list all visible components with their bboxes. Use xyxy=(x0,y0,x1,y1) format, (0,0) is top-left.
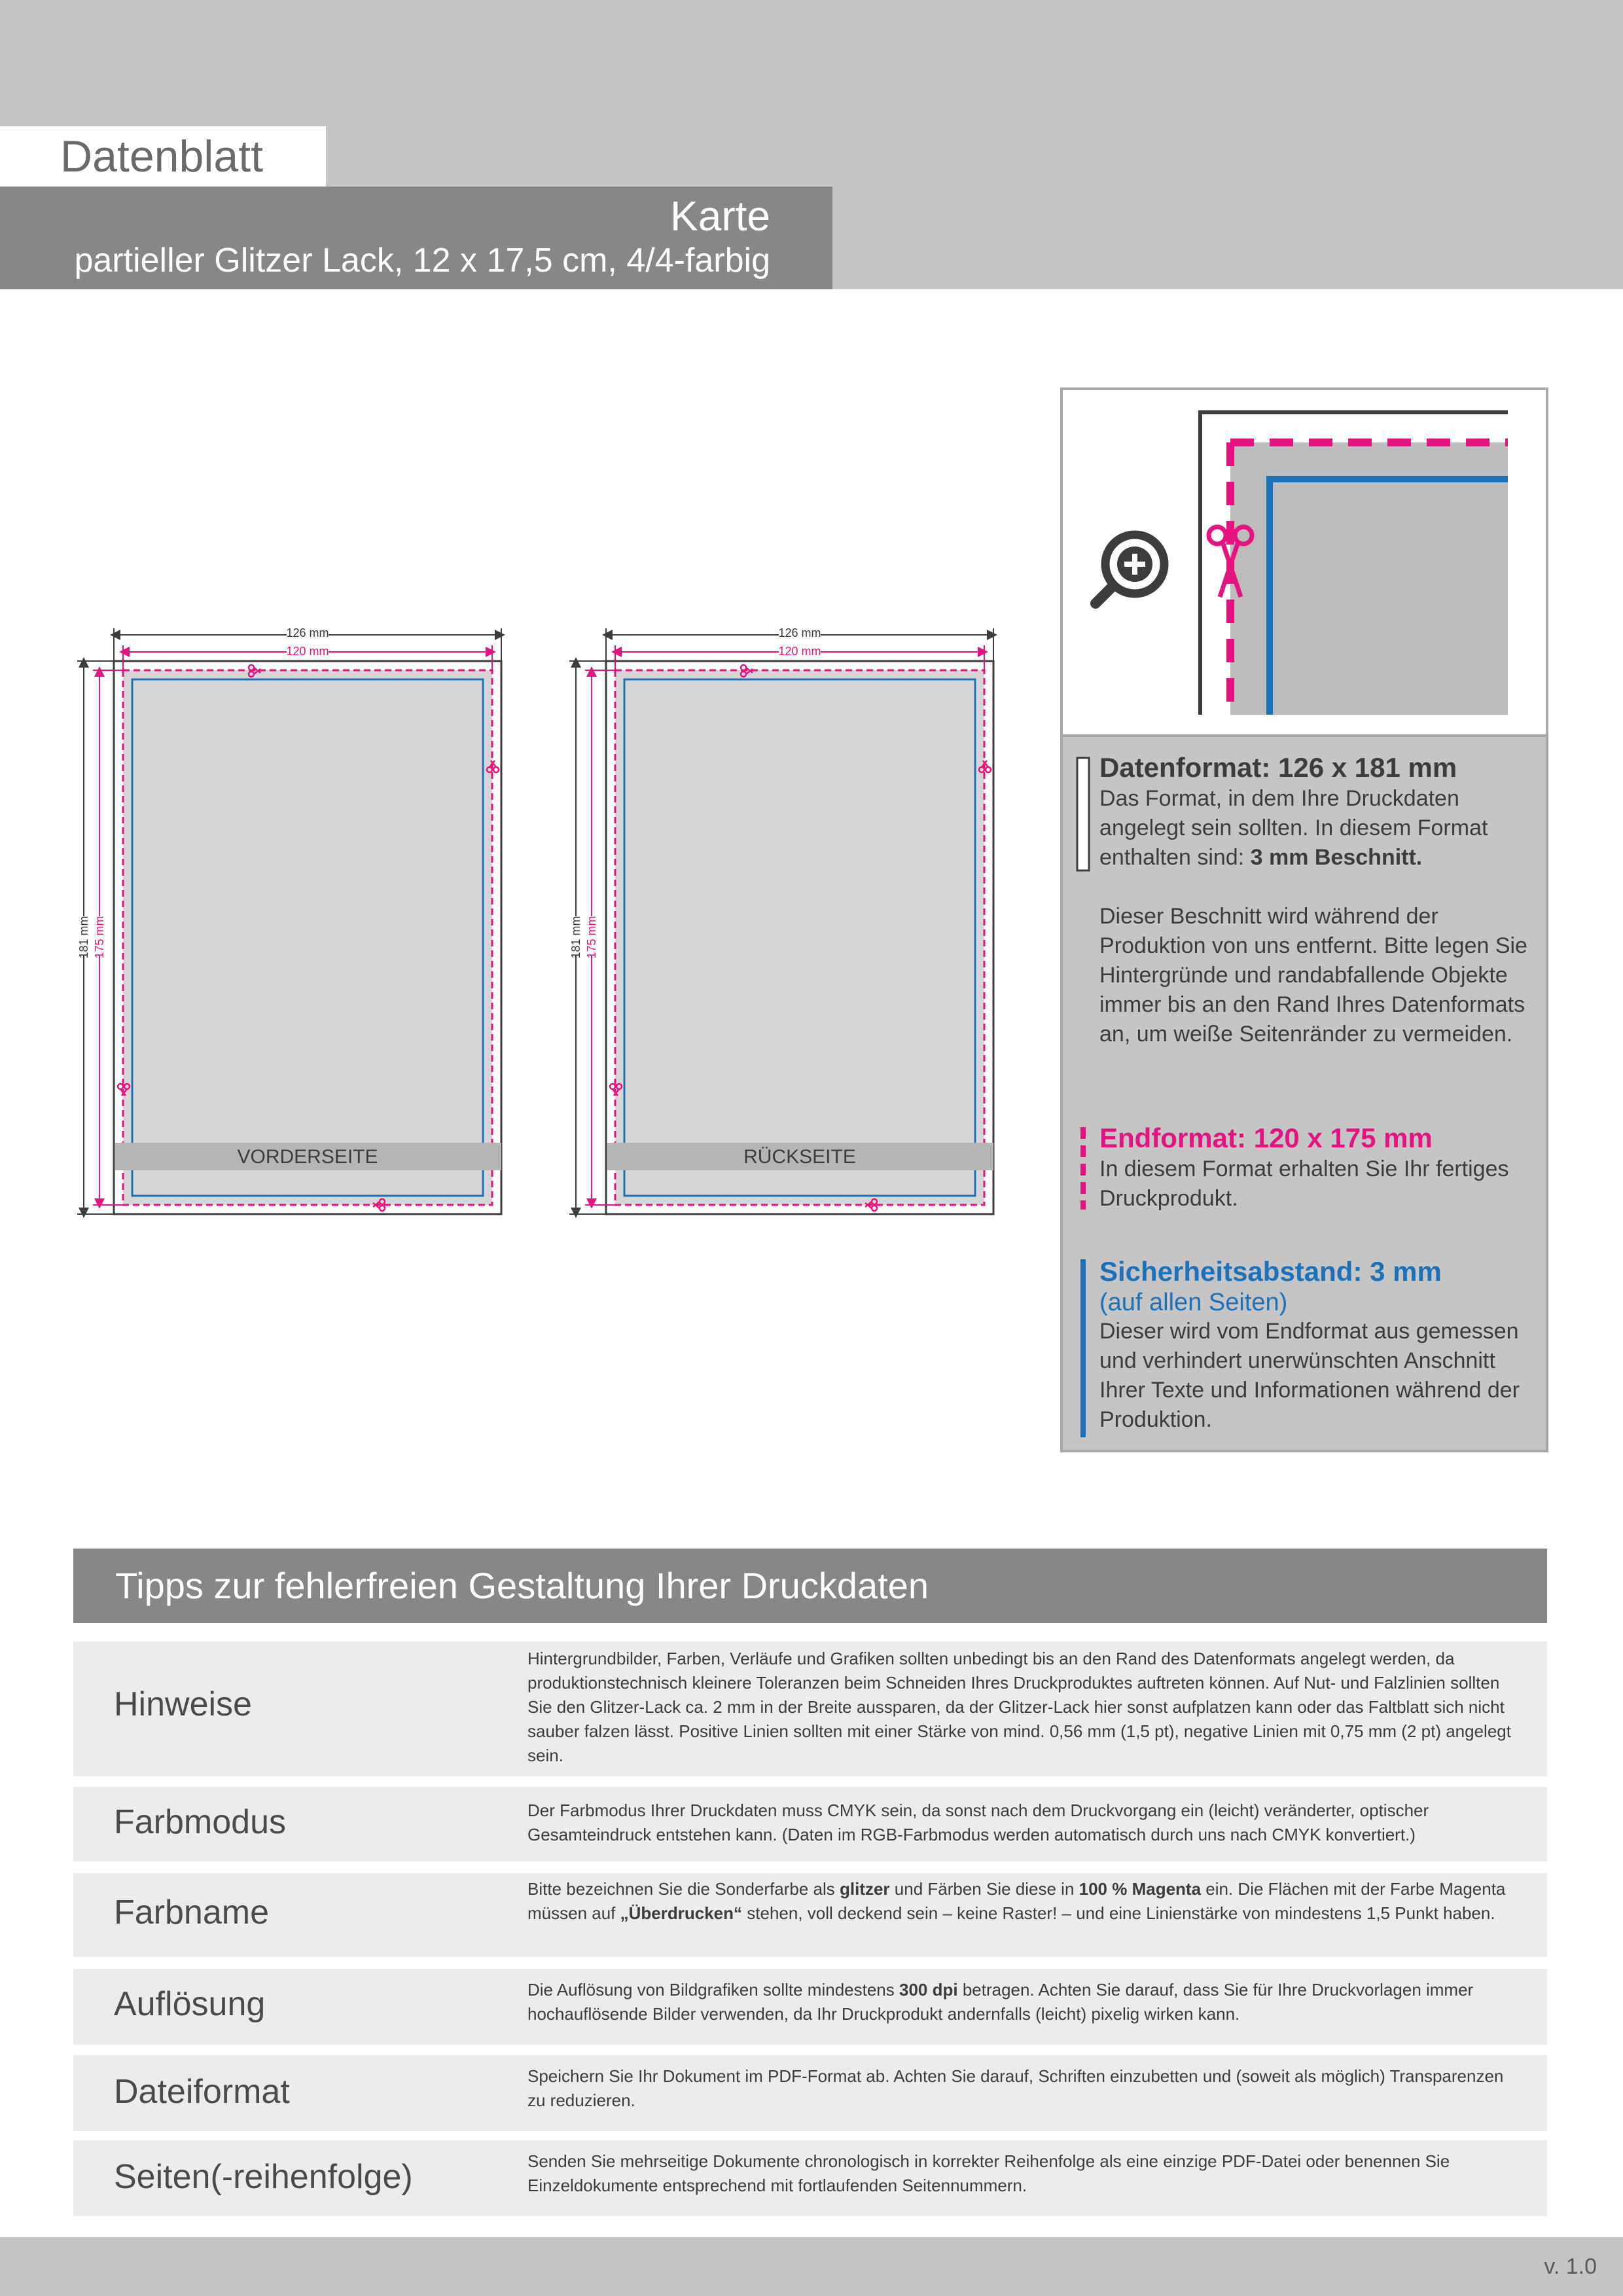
tip-row-farbmodus xyxy=(73,1787,1547,1861)
back-side-label: RÜCKSEITE xyxy=(743,1146,856,1168)
product-title: Karte xyxy=(670,192,770,240)
tips-header: Tipps zur fehlerfreien Gestaltung Ihrer Druckdaten xyxy=(73,1549,1547,1623)
version-label: v. 1.0 xyxy=(1544,2254,1597,2279)
tip-label-hinweise: Hinweise xyxy=(114,1685,252,1723)
tip-label-aufloesung: Auflösung xyxy=(114,1985,266,2023)
tip-label-seiten: Seiten(-reihenfolge) xyxy=(114,2158,413,2196)
sicherheit-marker xyxy=(1076,1259,1092,1437)
farbname-b3: „Überdrucken“ xyxy=(620,1903,743,1923)
width-inner-label: 120 mm xyxy=(778,645,821,658)
tip-label-farbmodus: Farbmodus xyxy=(114,1803,286,1841)
tip-row-dateiformat xyxy=(73,2055,1547,2131)
tip-row-seiten xyxy=(73,2140,1547,2216)
tip-row-hinweise xyxy=(73,1641,1547,1776)
product-subtitle: partieller Glitzer Lack, 12 x 17,5 cm, 4/4-farbig xyxy=(74,242,770,279)
tip-text-farbname xyxy=(527,1877,1522,1926)
tip-text-hinweise: Hintergrundbilder, Farben, Verläufe und Grafiken sollten unbedingt bis an den Rand des Datenformats angelegt werden, da produktionstechnisch kleinere Toleranzen beim Schneiden Ihres Druckproduktes auftreten können. Auf Nut- und Falzlinien sollten Sie den Glitzer-Lack ca. 2 mm in der Breite aussparen, da der Glitzer-Lack hier sonst aufplatzen kann oder das Faltblatt sich nicht sauber falzen lässt. Positive Linien sollten mit einer Stärke von mind. 0,56 mm (1,5 pt), negative Linien mit 0,75 mm (2 pt) angelegt sein. xyxy=(527,1649,1511,1765)
front-side-label: VORDERSEITE xyxy=(237,1146,378,1168)
sicherheit-title: Sicherheitsabstand: 3 mm xyxy=(1099,1256,1442,1287)
endformat-marker xyxy=(1076,1126,1092,1211)
tip-row-aufloesung xyxy=(73,1969,1547,2045)
endformat-block xyxy=(1099,1122,1531,1213)
datenformat-text: Das Format, in dem Ihre Druckdaten angelegt sein sollten. In diesem Format enthalten sind: xyxy=(1099,786,1488,870)
aufloesung-t2: betragen. Achten Sie darauf, dass Sie für Ihre Druckvorlagen immer hochauflösende Bilder verwenden, da Ihr Druckprodukt andernfalls (leicht) pixelig wirken kann. xyxy=(527,1980,1474,2024)
tip-text-aufloesung xyxy=(527,1978,1522,2026)
farbname-b2: 100 % Magenta xyxy=(1079,1879,1202,1899)
info-text-area xyxy=(1063,734,1546,1450)
height-outer-label: 181 mm xyxy=(569,916,582,959)
tip-text-seiten: Senden Sie mehrseitige Dokumente chronologisch in korrekter Reihenfolge als eine einzige PDF-Datei oder benennen Sie Einzeldokumente entsprechend mit fortlaufenden Seitennummern. xyxy=(527,2151,1450,2195)
datenformat-marker xyxy=(1076,757,1092,873)
footer-band xyxy=(0,2237,1623,2296)
endformat-title: Endformat: 120 x 175 mm xyxy=(1099,1122,1433,1153)
doc-type-label: Datenblatt xyxy=(0,126,326,187)
diagram-back xyxy=(558,615,1016,1230)
height-outer-label: 181 mm xyxy=(77,916,90,959)
datenformat-block xyxy=(1099,751,1531,1049)
height-inner-label: 175 mm xyxy=(93,916,106,959)
sicherheit-text: Dieser wird vom Endformat aus gemessen und verhindert unerwünschten Anschnitt Ihrer Texte und Informationen während der Produktion. xyxy=(1099,1319,1520,1432)
height-inner-label: 175 mm xyxy=(585,916,598,959)
farbname-t2: und Färben Sie diese in xyxy=(889,1879,1079,1899)
datenformat-bold: 3 mm Beschnitt. xyxy=(1250,845,1423,870)
farbname-t3: ein. Die Flächen mit der Farbe Magenta müssen auf xyxy=(527,1879,1506,1923)
datenformat-title: Datenformat: 126 x 181 mm xyxy=(1099,752,1457,783)
width-inner-label: 120 mm xyxy=(286,645,329,658)
tip-label-dateiformat: Dateiformat xyxy=(114,2073,290,2111)
endformat-text: In diesem Format erhalten Sie Ihr fertiges Druckprodukt. xyxy=(1099,1157,1509,1211)
farbname-t1: Bitte bezeichnen Sie die Sonderfarbe als xyxy=(527,1879,840,1899)
farbname-t4: stehen, voll deckend sein – keine Raster! – und eine Linienstärke von mindestens 1,5 Punkt haben. xyxy=(742,1903,1495,1923)
width-outer-label: 126 mm xyxy=(286,626,329,639)
tip-text-farbmodus: Der Farbmodus Ihrer Druckdaten muss CMYK sein, da sonst nach dem Druckvorgang ein (leicht) veränderter, optischer Gesamteindruck entstehen kann. (Daten im RGB-Farbmodus werden automatisch durch uns nach CMYK konvertiert.) xyxy=(527,1801,1429,1844)
aufloesung-t1: Die Auflösung von Bildgrafiken sollte mindestens xyxy=(527,1980,899,2000)
zoom-in-icon xyxy=(1096,535,1164,603)
aufloesung-b1: 300 dpi xyxy=(899,1980,958,2000)
product-title-box xyxy=(0,187,832,289)
sicherheit-subtitle: (auf allen Seiten) xyxy=(1099,1289,1288,1316)
zoom-detail xyxy=(1063,390,1546,734)
info-panel xyxy=(1060,387,1548,1452)
tip-label-farbname: Farbname xyxy=(114,1893,269,1931)
width-outer-label: 126 mm xyxy=(778,626,821,639)
sicherheit-block xyxy=(1099,1255,1531,1435)
tip-text-dateiformat: Speichern Sie Ihr Dokument im PDF-Format ab. Achten Sie darauf, Schriften einzubetten und (soweit als möglich) Transparenzen zu reduzieren. xyxy=(527,2066,1504,2110)
farbname-b1: glitzer xyxy=(839,1879,890,1899)
datenformat-text2: Dieser Beschnitt wird während der Produktion von uns entfernt. Bitte legen Sie Hintergründe und randabfallende Objekte immer bis an den Rand Ihres Datenformats an, um weiße Seitenränder zu vermeiden. xyxy=(1099,904,1527,1047)
tip-row-farbname xyxy=(73,1873,1547,1957)
diagram-front xyxy=(65,615,524,1230)
